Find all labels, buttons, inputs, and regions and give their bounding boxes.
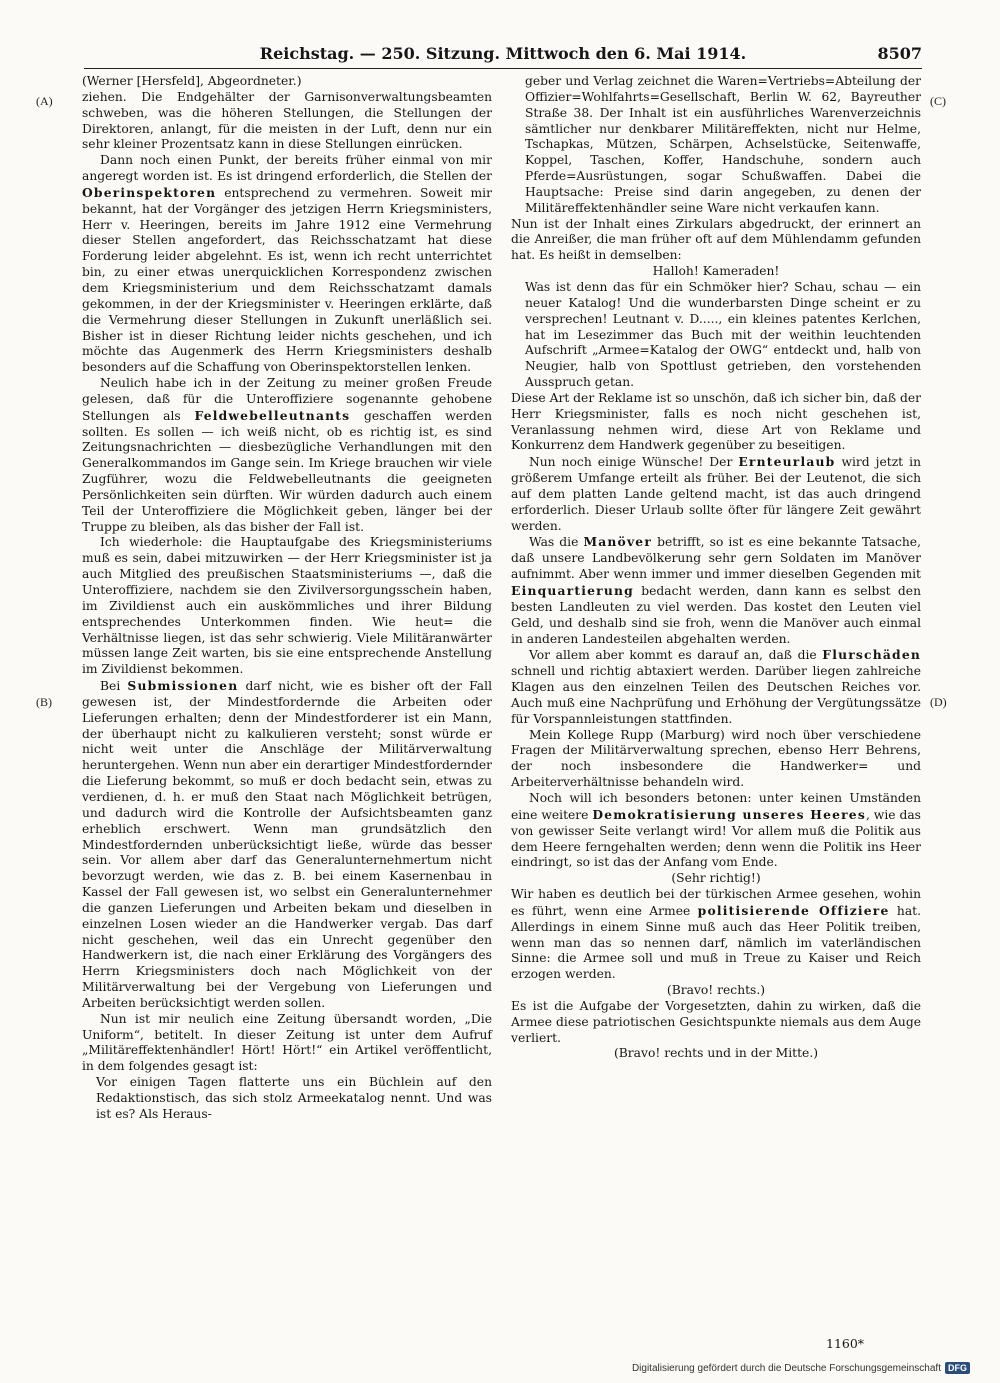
interjection: (Bravo! rechts.)	[666, 983, 766, 998]
paragraph: Nun ist mir neulich eine Zeitung übersandt worden, „Die Uniform“, betitelt. In dieser Zeitung ist unter dem Aufruf „Militäreffektenhändler! Hört! Hört!“ ein Artikel veröffentlicht, in dem folgendes gesagt ist:	[82, 1011, 492, 1074]
margin-marker-b: (B)	[36, 695, 52, 709]
margin-marker-c: (C)	[930, 94, 946, 108]
paragraph: Nun noch einige Wünsche! Der Ernteurlaub wird jetzt in größerem Umfange erteilt als früher. Bei der Leutenot, die sich auf dem platten Lande geltend macht, ist das auch dringend erforderlich. Dieser Urlaub sollte öfter für längere Zeit gewährt werden.	[511, 454, 921, 533]
paragraph: Diese Art der Reklame ist so unschön, daß ich sicher bin, daß der Herr Kriegsminister, falls es noch nicht geschehen ist, Veranlassung nehmen wird, diese Art von Reklame und Konkurrenz dem Handwerk gegenüber zu beseitigen.	[511, 390, 922, 453]
paragraph: Was die Manöver betrifft, so ist es eine bekannte Tatsache, daß unsere Landbevölkerung sehr gern Soldaten im Manöver aufnimmt. Aber wenn immer und immer dieselben Gegenden mit Einquartierung bedacht werden, dann kann es selbst den besten Landleuten zu viel werden. Das kostet den Leuten viel Geld, und deshalb sind sie froh, wenn die Manöver auch einmal in anderen Landesteilen abgehalten werden.	[511, 534, 921, 646]
page-header	[84, 44, 922, 69]
page-number: 8507	[877, 44, 922, 63]
margin-marker-a: (A)	[36, 94, 53, 108]
paragraph: Neulich habe ich in der Zeitung zu meiner großen Freude gelesen, daß für die Unteroffiziere sogenannte gehobene Stellungen als Feldwebelleutnants geschaffen werden sollten. Es sollen — ich weiß nicht, ob es richtig ist, es sind Zeitungsnachrichten — diesbezügliche Verhandlungen mit den Generalkommandos im Gange sein. Im Kriege brauchen wir viele Zugführer, wozu die Feldwebelleutnants die geeigneten Persönlichkeiten sein dürften. Wir würden dadurch auch einem Teil der Unteroffiziere die Möglichkeit geben, länger bei der Truppe zu bleiben, als das bisher der Fall ist.	[82, 376, 492, 534]
paragraph: Es ist die Aufgabe der Vorgesetzten, dahin zu wirken, daß die Armee diese patriotischen Gesichtspunkte niemals aus dem Auge verliert.	[511, 998, 921, 1045]
paragraph: Nun ist der Inhalt eines Zirkulars abgedruckt, der erinnert an die Anreißer, die man früher oft auf dem Mühlendamm gefunden hat. Es heißt in demselben:	[511, 216, 921, 263]
paragraph: Noch will ich besonders betonen: unter keinen Umständen eine weitere Demokratisierung unseres Heeres, wie das von gewisser Seite verlangt wird! Vor allem muß die Politik aus dem Heere ferngehalten werden; denn wenn die Politik ins Heer eindringt, so ist das der Anfang vom Ende.	[511, 790, 921, 870]
quotation: Was ist denn das für ein Schmöker hier? Schau, schau — ein neuer Katalog! Und die wunderbarsten Dinge scheint er zu versprechen! Leutnant v. D....., ein kleines patentes Kerlchen, hat im Lesezimmer das Buch mit der weithin leuchtenden Aufschrift „Armee=Katalog der OWG“ entdeckt und, halb von Neugier, halb von Spottlust getrieben, den vorstehenden Ausspruch getan.	[525, 279, 921, 390]
page-title: Reichstag. — 250. Sitzung. Mittwoch den 6. Mai 1914.	[259, 44, 747, 63]
paragraph: ziehen. Die Endgehälter der Garnisonverwaltungsbeamten schweben, was die höheren Stellungen, die Stellungen der Direktoren, anlangt, für die meisten in der Luft, denn nur ein sehr kleiner Prozentsatz kann in diese Stellungen einrücken.	[82, 89, 492, 152]
interjection: (Sehr richtig!)	[671, 871, 761, 886]
quotation: Vor einigen Tagen flatterte uns ein Büchlein auf den Redaktionstisch, das sich stolz Armeekatalog nennt. Und was ist es? Als Heraus-	[96, 1075, 492, 1121]
speaker-label: (Werner [Hersfeld], Abgeordneter.)	[82, 74, 302, 88]
footer	[632, 1362, 970, 1374]
paragraph: Dann noch einen Punkt, der bereits früher einmal von mir angeregt worden ist. Es ist dringend erforderlich, die Stellen der Oberinspektoren entsprechend zu vermehren. Soweit mir bekannt, hat der Vorgänger des jetzigen Herrn Kriegsministers, Herr v. Heeringen, bereits im Jahre 1912 eine Vermehrung dieser Stellen angefordert, das Reichsschatzamt hat diese Forderung leider abgelehnt. Es ist, wenn ich recht unterrichtet bin, zu einer etwas unerquicklichen Korrespondenz zwischen dem Kriegsministerium und dem Reichsschatzamt damals gekommen, in der der Kriegsminister v. Heeringen erklärte, daß die Vermehrung dieser Stellungen in Zukunft unerläßlich sei. Bisher ist in dieser Richtung leider nichts geschehen, und ich möchte das Augenmerk des Herrn Kriegsministers deshalb besonders auf die Schaffung von Oberinspektorstellen lenken.	[82, 153, 492, 375]
dfg-logo: DFG	[945, 1362, 970, 1374]
footer-text: Digitalisierung gefördert durch die Deutsche Forschungsgemeinschaft	[631, 1362, 941, 1374]
left-column	[82, 74, 492, 1123]
paragraph: Mein Kollege Rupp (Marburg) wird noch über verschiedene Fragen der Militärverwaltung sprechen, ebenso Herr Behrens, der noch insbesondere die Handwerker= und Arbeiterverhältnisse behandeln wird.	[511, 727, 921, 790]
signature-mark: 1160*	[826, 1336, 865, 1351]
margin-marker-d: (D)	[930, 695, 947, 709]
paragraph: Vor allem aber kommt es darauf an, daß die Flurschäden schnell und richtig abtaxiert werden. Darüber liegen zahlreiche Klagen aus den einzelnen Teilen des Deutschen Reiches vor. Auch muß eine Nachprüfung und Erhöhung der Vergütungssätze für Vorspannleistungen stattfinden.	[511, 647, 921, 726]
quotation: geber und Verlag zeichnet die Waren=Vertriebs=Abteilung der Offizier=Wohlfahrts=Gesellschaft, Berlin W. 62, Bayreuther Straße 38. Der Inhalt ist ein ausführliches Warenverzeichnis sämtlicher nur denkbarer Militäreffekten, nicht nur Helme, Tschapkas, Mützen, Schärpen, Achselstücke, Seitenwaffe, Koppel, Taschen, Koffer, Handschuhe, sondern auch Pferde=Ausrüstungen, sogar Schußwaffen. Dabei die Hauptsache: Preise sind darin angegeben, zu denen der Militäreffektenhändler seine Ware nicht verkaufen kann.	[525, 74, 921, 215]
paragraph: Ich wiederhole: die Hauptaufgabe des Kriegsministeriums muß es sein, dabei mitzuwirken — der Herr Kriegsminister ist ja auch Mitglied des preußischen Staatsministeriums —, daß die Unteroffiziere, nachdem sie den Zivilversorgungsschein haben, im Zivildienst auch ein auskömmliches und ihrer Bildung entsprechendes Unterkommen finden. Wie heut= die Verhältnisse liegen, ist das sehr schwierig. Viele Militäranwärter müssen lange Zeit warten, bis sie eine entsprechende Anstellung im Zivildienst bekommen.	[82, 535, 492, 677]
paragraph: Wir haben es deutlich bei der türkischen Armee gesehen, wohin es führt, wenn eine Armee politisierende Offiziere hat. Allerdings in einem Sinne muß auch das Heer Politik treiben, wenn man das so nennen darf, nämlich im vaterländischen Sinne: die Armee soll und muß in Treue zu Kaiser und Reich erzogen werden.	[511, 887, 921, 982]
quotation-heading: Halloh! Kameraden!	[652, 264, 780, 279]
paragraph: Bei Submissionen darf nicht, wie es bisher oft der Fall gewesen ist, der Mindestfordernde die Arbeiten oder Lieferungen erhalten; denn der Mindestforderer ist ein Mann, der überhaupt nicht zu kalkulieren versteht; sonst würde er nicht weit unter die Anschläge der Militärverwaltung heruntergehen. Wenn nun aber ein derartiger Mindestfordernder die Lieferung bekommt, so muß er doch bedacht sein, etwas zu verdienen, d. h. er muß den Staat nach Möglichkeit betrügen, und dadurch wird die Kontrolle der Aufsichtsbeamten ganz erheblich erschwert. Wenn man grundsätzlich den Mindestfordernden unberücksichtigt ließe, würde das besser sein. Vor allem aber darf das Generalunternehmertum nicht bevorzugt werden, wie das z. B. bei einem Kasernenbau in Kassel der Fall gewesen ist, wo selbst ein Generalunternehmer die ganzen Lieferungen und Arbeiten bekam und dieselben in einzelnen Losen wieder an die Handwerker vergab. Das darf nicht geschehen, weil das ein Unrecht gegenüber den Handwerkern ist, die nach einer Erklärung des Vorgängers des Herrn Kriegsministers doch nach Möglichkeit von der Militärverwaltung bei der Vergebung von Lieferungen und Arbeiten berücksichtigt werden sollen.	[82, 678, 493, 1010]
right-column	[511, 74, 921, 1062]
interjection: (Bravo! rechts und in der Mitte.)	[613, 1046, 819, 1061]
